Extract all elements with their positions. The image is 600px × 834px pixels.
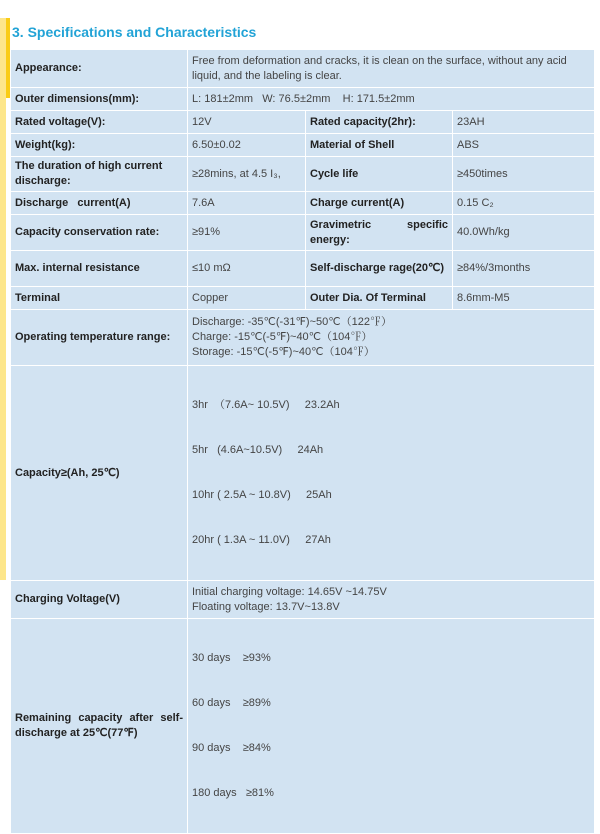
- operating-temperature-values: [188, 310, 595, 366]
- capacity-values: [188, 366, 595, 581]
- remaining-capacity-values: [188, 619, 595, 834]
- operating-temperature-label: Operating temperature range:: [11, 310, 188, 366]
- capacity-20hr: 20hr ( 1.3A ~ 11.0V) 27Ah: [192, 534, 331, 546]
- charging-voltage-label: Charging Voltage(V): [11, 581, 188, 619]
- discharge-current-label: Discharge current(A): [11, 192, 188, 215]
- weight-value: 6.50±0.02: [188, 134, 306, 157]
- outer-dimensions-label: Outer dimensions(mm):: [11, 88, 188, 111]
- appearance-value: Free from deformation and cracks, it is clean on the surface, without any acid liquid, and the labeling is clear.: [188, 50, 595, 88]
- internal-resistance-value: ≤10 mΩ: [188, 251, 306, 287]
- self-discharge-label: Self-discharge rage(20℃): [306, 251, 453, 287]
- high-current-label: The duration of high current discharge:: [11, 157, 188, 192]
- table-row-appearance: [11, 50, 595, 88]
- discharge-temperature: Discharge: -35℃(-31℉)~50℃（122℉）: [192, 316, 392, 328]
- capacity-conservation-label: Capacity conservation rate:: [11, 215, 188, 251]
- terminal-diameter-value: 8.6mm-M5: [453, 287, 595, 310]
- rated-voltage-value: 12V: [188, 111, 306, 134]
- remaining-60-days: 60 days ≥89%: [192, 697, 271, 709]
- outer-dimensions-value: L: 181±2mm W: 76.5±2mm H: 171.5±2mm: [188, 88, 595, 111]
- table-row-operating-temperature: [11, 310, 595, 366]
- charge-current-label: Charge current(A): [306, 192, 453, 215]
- table-row-rated-voltage: [11, 111, 595, 134]
- appearance-label: Appearance:: [11, 50, 188, 88]
- storage-temperature: Storage: -15℃(-5℉)~40℃（104℉）: [192, 346, 375, 358]
- terminal-diameter-label: Outer Dia. Of Terminal: [306, 287, 453, 310]
- weight-label: Weight(kg):: [11, 134, 188, 157]
- cycle-life-value: ≥450times: [453, 157, 595, 192]
- cycle-life-label: Cycle life: [306, 157, 453, 192]
- capacity-3hr: 3hr （7.6A~ 10.5V) 23.2Ah: [192, 399, 340, 411]
- table-row-capacity: [11, 366, 595, 581]
- left-accent-bar: [0, 18, 6, 580]
- capacity-conservation-value: ≥91%: [188, 215, 306, 251]
- table-row-high-current: [11, 157, 595, 192]
- table-row-capacity-conservation: [11, 215, 595, 251]
- rated-voltage-label: Rated voltage(V):: [11, 111, 188, 134]
- capacity-5hr: 5hr (4.6A~10.5V) 24Ah: [192, 444, 324, 456]
- rated-capacity-value: 23AH: [453, 111, 595, 134]
- capacity-10hr: 10hr ( 2.5A ~ 10.8V) 25Ah: [192, 489, 332, 501]
- table-row-remaining-capacity: [11, 619, 595, 834]
- remaining-180-days: 180 days ≥81%: [192, 787, 274, 799]
- specifications-table: [10, 49, 595, 834]
- shell-material-label: Material of Shell: [306, 134, 453, 157]
- remaining-30-days: 30 days ≥93%: [192, 652, 271, 664]
- charge-current-value: 0.15 C₂: [453, 192, 595, 215]
- high-current-value: ≥28mins, at 4.5 I₃,: [188, 157, 306, 192]
- terminal-label: Terminal: [11, 287, 188, 310]
- shell-material-value: ABS: [453, 134, 595, 157]
- table-row-weight: [11, 134, 595, 157]
- floating-voltage: Floating voltage: 13.7V~13.8V: [192, 600, 340, 613]
- capacity-label: Capacity≥(Ah, 25℃): [11, 366, 188, 581]
- initial-charging-voltage: Initial charging voltage: 14.65V ~14.75V: [192, 585, 387, 598]
- table-row-discharge-current: [11, 192, 595, 215]
- specific-energy-value: 40.0Wh/kg: [453, 215, 595, 251]
- discharge-current-value: 7.6A: [188, 192, 306, 215]
- table-row-internal-resistance: [11, 251, 595, 287]
- rated-capacity-label: Rated capacity(2hr):: [306, 111, 453, 134]
- terminal-value: Copper: [188, 287, 306, 310]
- table-row-outer-dimensions: [11, 88, 595, 111]
- self-discharge-value: ≥84%/3months: [453, 251, 595, 287]
- internal-resistance-label: Max. internal resistance: [11, 251, 188, 287]
- remaining-capacity-label: Remaining capacity after self-discharge at 25℃(77℉): [11, 619, 188, 834]
- specific-energy-label: Gravimetric specific energy:: [306, 215, 453, 251]
- table-row-terminal: [11, 287, 595, 310]
- charge-temperature: Charge: -15℃(-5℉)~40℃（104℉）: [192, 331, 373, 343]
- section-title: 3. Specifications and Characteristics: [12, 24, 257, 40]
- remaining-90-days: 90 days ≥84%: [192, 742, 271, 754]
